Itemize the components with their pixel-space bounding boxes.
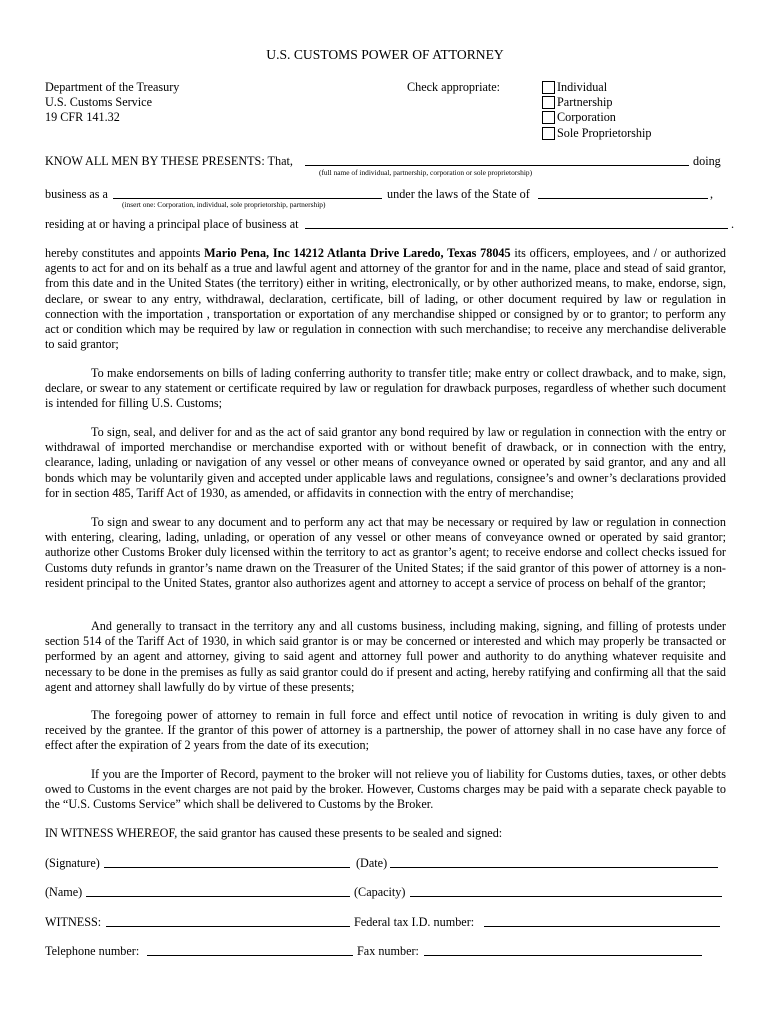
capacity-label: (Capacity) [354, 885, 406, 899]
document-title: U.S. CUSTOMS POWER OF ATTORNEY [266, 47, 504, 62]
agency-block [45, 80, 179, 126]
state-field[interactable] [538, 198, 708, 199]
option-partnership[interactable] [542, 95, 651, 110]
doing-label: doing [693, 154, 721, 168]
checkbox-sole-proprietorship[interactable] [542, 127, 555, 140]
telephone-field[interactable] [147, 955, 353, 956]
appoint-lead: hereby constitutes and appoints [45, 246, 201, 260]
option-individual-label: Individual [557, 80, 608, 95]
residing-at-label: residing at or having a principal place of business at [45, 217, 299, 231]
paragraph-documents: To sign and swear to any document and to perform any act that may be necessary or required by law or regulation in connection with entering, clearing, lading, unlading, or operation of any vessel or other means of conveyance owned or operated by said grantor; authorize other Customs Broker duly licensed within the territory to act as grantor’s agent; to receive endorse and collect checks issued for Customs duty refunds in grantor’s name drawn on the Treasurer of the United States; if the said grantor of this power of attorney is a non-resident principal to the United States, grantor also authorizes agent and attorney to accept a service of process on behalf of the grantor; [45, 515, 726, 590]
paragraph-bonds: To sign, seal, and deliver for and as the act of said grantor any bond required by law or regulation in connection with the entry or withdrawal of imported merchandise or merchandise exported with or without benefit of drawback, or in connection with the entry, clearance, lading, unlading or navigation of any vessel or other means of conveyance owned or operated by said grantor, and any and all bonds which may be voluntarily given and accepted under applicable laws and regulations, consignee’s and owner’s declarations provided for in section 485, Tariff Act of 1930, as amended, or affidavits in connection with the entry of merchandise; [45, 425, 726, 500]
grantor-name-field[interactable] [305, 165, 689, 166]
paragraph-importer-of-record: If you are the Importer of Record, payment to the broker will not relieve you of liability for Customs duties, taxes, or other debts owed to Customs in the event charges are not paid by the broker. However, Customs charges may be paid with a separate check payable to the “U.S. Customs Service” which shall be delivered to Customs by the Broker. [45, 767, 726, 812]
business-as-label: business as a [45, 187, 108, 201]
entity-type-checkboxes [542, 80, 651, 141]
option-partnership-label: Partnership [557, 95, 613, 110]
agency-line-2: U.S. Customs Service [45, 95, 152, 110]
signature-field[interactable] [104, 867, 350, 868]
agency-line-3: 19 CFR 141.32 [45, 110, 120, 125]
tax-id-label: Federal tax I.D. number: [354, 915, 475, 929]
appointment-paragraph [45, 246, 726, 352]
agent-name: Mario Pena, Inc 14212 Atlanta Drive Laredo, Texas 78045 [204, 246, 511, 260]
telephone-label: Telephone number: [45, 944, 140, 958]
business-type-field[interactable] [113, 198, 382, 199]
paragraph-general: And generally to transact in the territory any and all customs business, including making, signing, and filling of protests under section 514 of the Tariff Act of 1930, in which said grantor is or may be concerned or interested and which may properly be transacted or performed by an agent and attorney, giving to said agent and attorney full power and authority to do anything whatever requisite and necessary to be done in the premises as fully as said grantor could do if present and acting, hereby ratifying and confirming all that the said agent and attorney shall lawfully do by virtue of these presents; [45, 619, 726, 694]
option-corporation[interactable] [542, 110, 651, 125]
checkbox-partnership[interactable] [542, 96, 555, 109]
state-comma: , [710, 187, 714, 201]
checkbox-corporation[interactable] [542, 111, 555, 124]
option-corporation-label: Corporation [557, 110, 616, 125]
appoint-rest: its officers, employees, and / or authorized agents to act for and on its behalf as a true and lawful agent and attorney of the grantor for and in the name, place and stead of said grantor, from this date and in the United States (the territory) either in writing, electronically, or by other authorized means, to make, endorse, sign, declare, or swear to any entry, withdrawal, declaration, certificate, bill of lading, or other document required by law or regulation in connection with the importation , transportation or exportation of any merchandise shipped or consigned by or to grantor; to perform any act or condition which may be required by law or regulation in connection with such merchandise; to receive any merchandise deliverable to said grantor; [45, 246, 727, 352]
option-individual[interactable] [542, 80, 651, 95]
witness-label: WITNESS: [45, 915, 102, 929]
option-sole-proprietorship[interactable] [542, 126, 651, 141]
agency-line-1: Department of the Treasury [45, 80, 180, 94]
address-period: . [731, 217, 735, 231]
name-label: (Name) [45, 885, 83, 899]
business-type-caption: (insert one: Corporation, individual, sole proprietorship, partnership) [122, 200, 326, 209]
fax-label: Fax number: [357, 944, 419, 958]
paragraph-endorsements: To make endorsements on bills of lading conferring authority to transfer title; make entry or collect drawback, and to make, sign, declare, or swear to any statement or certificate required by law or regulation for drawback purposes, regardless of whether such document is intended for filling U.S. Customs; [45, 366, 726, 411]
witness-field[interactable] [106, 926, 350, 927]
in-witness-whereof: IN WITNESS WHEREOF, the said grantor has caused these presents to be sealed and signed: [45, 826, 503, 840]
address-field[interactable] [305, 228, 728, 229]
grantor-name-caption: (full name of individual, partnership, corporation or sole proprietorship) [319, 168, 533, 177]
check-appropriate-label: Check appropriate: [407, 80, 501, 94]
date-field[interactable] [390, 867, 718, 868]
capacity-field[interactable] [410, 896, 722, 897]
fax-field[interactable] [424, 955, 702, 956]
checkbox-individual[interactable] [542, 81, 555, 94]
name-field[interactable] [86, 896, 350, 897]
signature-label: (Signature) [45, 856, 100, 870]
tax-id-field[interactable] [484, 926, 720, 927]
know-all-men-label: KNOW ALL MEN BY THESE PRESENTS: That, [45, 154, 293, 168]
date-label: (Date) [356, 856, 388, 870]
under-laws-label: under the laws of the State of [387, 187, 530, 201]
option-sole-proprietorship-label: Sole Proprietorship [557, 125, 652, 140]
paragraph-revocation: The foregoing power of attorney to remain in full force and effect until notice of revocation in writing is duly given to and received by the grantee. If the grantor of this power of attorney is a partnership, the power of attorney shall in no case have any force of effect after the expiration of 2 years from the date of its execution; [45, 708, 726, 753]
